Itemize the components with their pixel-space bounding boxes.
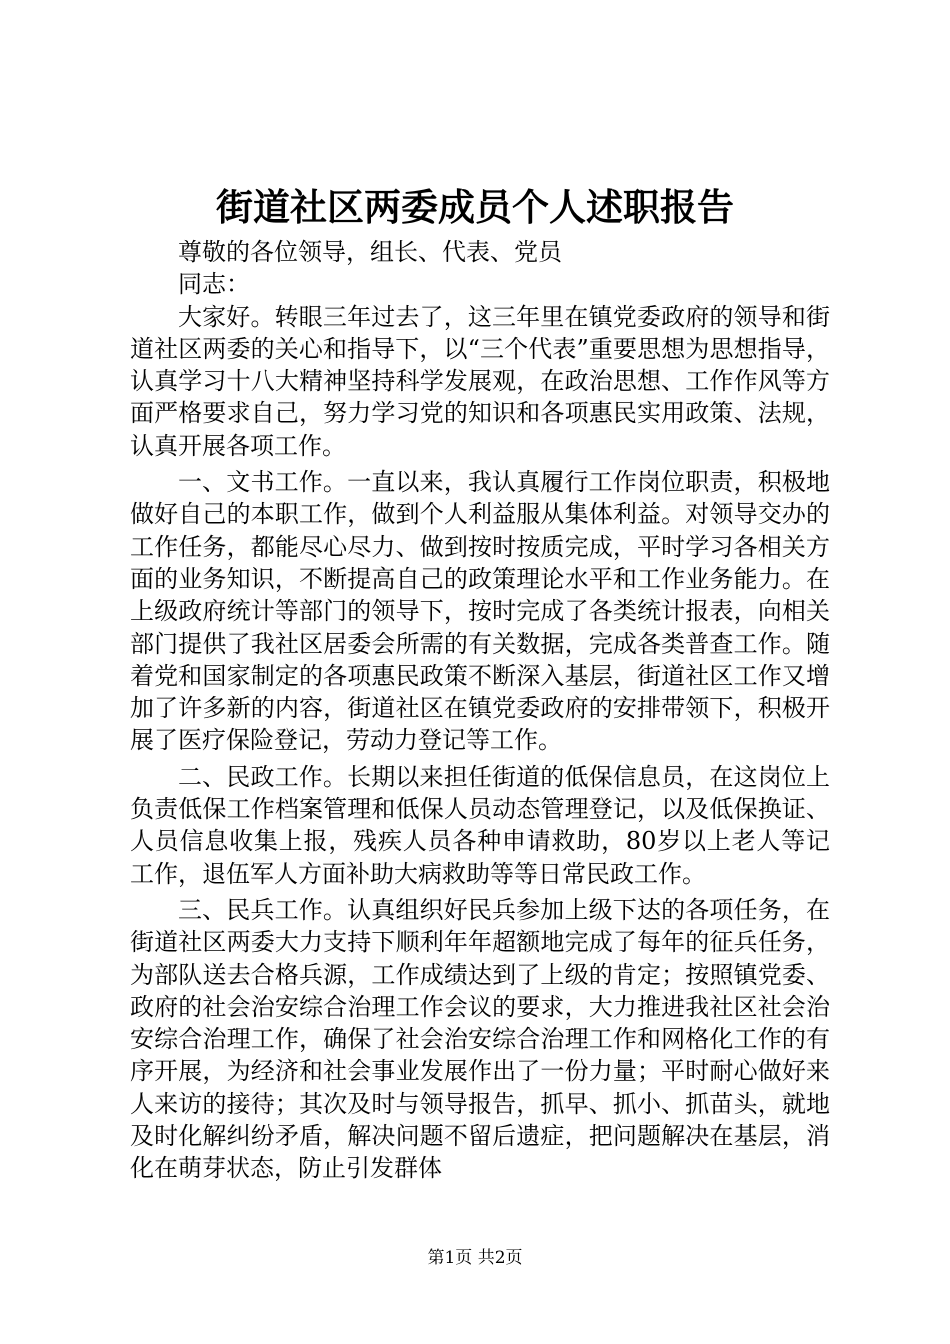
page-number-footer: 第1页 共2页 [427, 1248, 523, 1268]
paragraph-clerical-work: 一、文书工作。一直以来，我认真履行工作岗位职责，积极地做好自己的本职工作，做到个人利益服从集体利益。对领导交办的工作任务，都能尽心尽力、做到按时按质完成，平时学习各相关方面的业务知识，不断提高自己的政策理论水平和工作业务能力。在上级政府统计等部门的领导下，按时完成了各类统计报表，向相关部门提供了我社区居委会所需的有关数据，完成各类普查工作。随着党和国家制定的各项惠民政策不断深入基层，街道社区工作又增加了许多新的内容，街道社区在镇党委政府的安排带领下，积极开展了医疗保险登记，劳动力登记等工作。 [130, 468, 830, 755]
paragraph-militia-work: 三、民兵工作。认真组织好民兵参加上级下达的各项任务，在街道社区两委大力支持下顺利年年超额地完成了每年的征兵任务，为部队送去合格兵源，工作成绩达到了上级的肯定；按照镇党委、政府的社会治安综合治理工作会议的要求，大力推进我社区社会治安综合治理工作，确保了社会治安综合治理工作和网格化工作的有序开展，为经济和社会事业发展作出了一份力量；平时耐心做好来人来访的接待；其次及时与领导报告，抓早、抓小、抓苗头，就地及时化解纠纷矛盾，解决问题不留后遗症，把问题解决在基层，消化在萌芽状态，防止引发群体 [130, 895, 830, 1183]
salutation-line-2: 同志： [178, 270, 250, 299]
document-body [130, 236, 830, 1189]
salutation-line-1: 尊敬的各位领导，组长、代表、党员 [178, 238, 562, 266]
document-title: 街道社区两委成员个人述职报告 [216, 185, 734, 229]
paragraph-civil-affairs: 二、民政工作。长期以来担任街道的低保信息员，在这岗位上负责低保工作档案管理和低保人员动态管理登记，以及低保换证、人员信息收集上报，残疾人员各种申请救助，80岁以上老人等记工作，退伍军人方面补助大病救助等等日常民政工作。 [130, 762, 830, 888]
paragraph-intro: 大家好。转眼三年过去了，这三年里在镇党委政府的领导和街道社区两委的关心和指导下，以“三个代表”重要思想为思想指导，认真学习十八大精神坚持科学发展观，在政治思想、工作作风等方面严格要求自己，努力学习党的知识和各项惠民实用政策、法规，认真开展各项工作。 [130, 302, 830, 460]
